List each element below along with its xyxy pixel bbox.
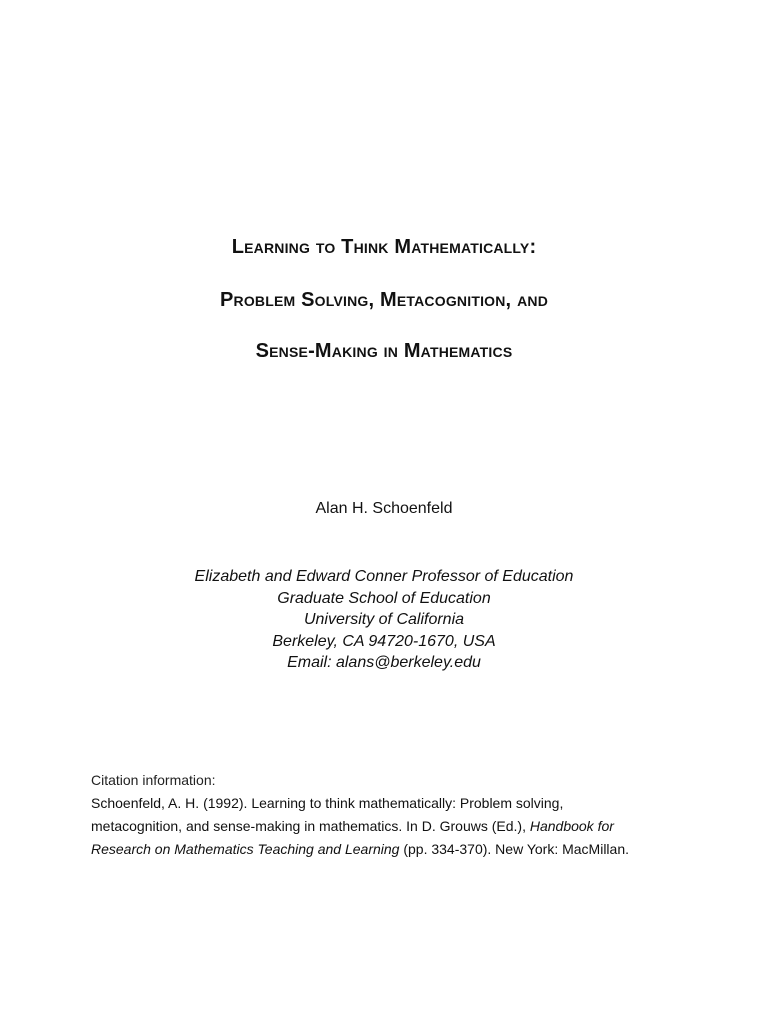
citation-line-1: Schoenfeld, A. H. (1992). Learning to think mathematically: Problem solving, (91, 795, 564, 811)
affiliation-block (0, 566, 768, 674)
title-line-3: Sense-Making in Mathematics (255, 340, 513, 362)
affiliation-line: University of California (303, 611, 465, 628)
citation-book-title: Research on Mathematics Teaching and Learning (91, 841, 400, 857)
affiliation-line: Berkeley, CA 94720-1670, USA (272, 632, 496, 650)
email-line: Email: alans@berkeley.edu (287, 654, 481, 671)
citation-line-3 (91, 838, 691, 861)
citation-label: Citation information: (91, 772, 216, 788)
citation-block (91, 769, 691, 861)
citation-text: metacognition, and sense-making in mathematics. In D. Grouws (Ed.), (91, 818, 530, 834)
author-name: Alan H. Schoenfeld (315, 500, 453, 517)
citation-text: (pp. 334-370). New York: MacMillan. (399, 841, 630, 857)
citation-book-title: Handbook for (529, 818, 614, 834)
affiliation-line: Graduate School of Education (277, 589, 491, 607)
citation-line-2 (91, 815, 691, 838)
title-line-1: Learning to Think Mathematically: (231, 236, 537, 258)
affiliation-line: Elizabeth and Edward Conner Professor of Education (194, 568, 574, 585)
title-line-2: Problem Solving, Metacognition, and (219, 289, 549, 311)
